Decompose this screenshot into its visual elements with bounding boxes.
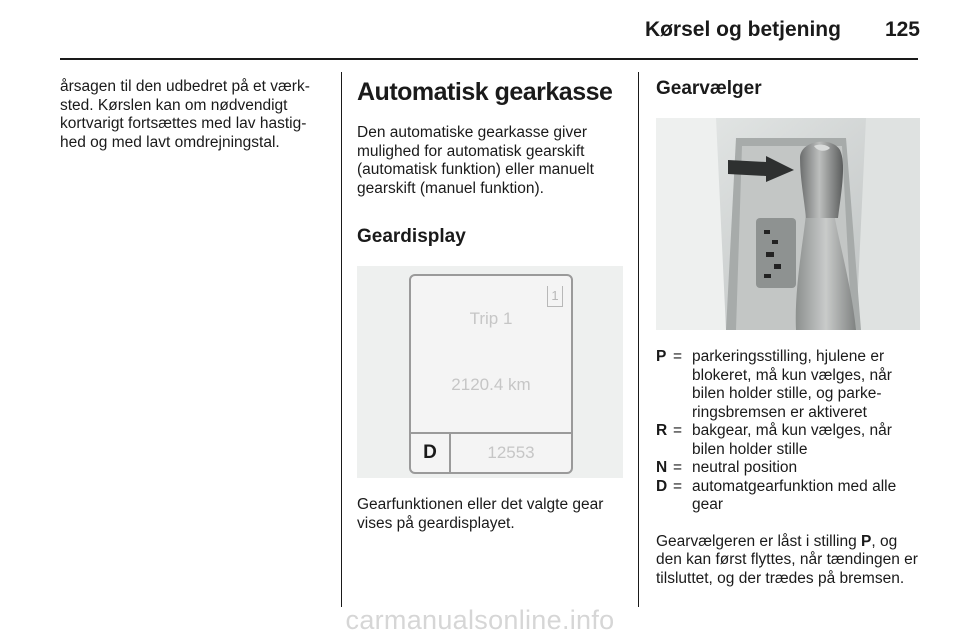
continued-paragraph: årsagen til den udbedret på et værk- sted. Kørslen kan om nødvendigt kortvarigt fortsættes med lav hastig- hed og med lavt omdrejningstal. bbox=[60, 78, 310, 151]
column-2 bbox=[357, 78, 625, 533]
gear-indicator: D bbox=[411, 434, 451, 472]
geardisplay-heading: Geardisplay bbox=[357, 226, 466, 247]
page-header bbox=[645, 18, 920, 42]
lock-note-start: Gearvælgeren er låst i stilling bbox=[656, 532, 862, 550]
definition-separator: = bbox=[673, 348, 683, 365]
definition-separator: = bbox=[673, 422, 683, 439]
definition-text: parkeringsstilling, hjulene er blokeret, må kun vælges, når bilen holder stille, og parke- ringsbremsen er aktiveret bbox=[692, 348, 892, 421]
header-rule bbox=[60, 58, 918, 60]
definition-key: N bbox=[656, 459, 668, 476]
definition-text: neutral position bbox=[692, 459, 798, 476]
trip-label: Trip 1 bbox=[469, 309, 513, 328]
definition-key: D bbox=[656, 477, 668, 495]
geardisplay-figure bbox=[357, 266, 623, 478]
section-heading: Automatisk gearkasse bbox=[357, 78, 613, 106]
lock-note-end: , og den kan først flyttes, når tændingen er tilsluttet, og der trædes på bremsen. bbox=[656, 532, 918, 587]
display-bottom-row bbox=[411, 432, 571, 472]
definition-row bbox=[656, 459, 921, 478]
column-3 bbox=[656, 78, 921, 588]
column-divider-2 bbox=[638, 72, 639, 607]
definition-row bbox=[656, 348, 921, 422]
intro-paragraph: Den automatiske gearkasse giver mulighed for automatisk gearskift (automatisk funktion) eller manuelt gearskift (manuel funktion). bbox=[357, 124, 594, 197]
definition-row bbox=[656, 422, 921, 459]
definition-separator: = bbox=[673, 459, 683, 476]
lock-note-position: P bbox=[861, 532, 872, 550]
page-number: 125 bbox=[884, 18, 920, 41]
gear-selector-photo bbox=[656, 118, 920, 330]
section-title: Kørsel og betjening bbox=[644, 18, 841, 41]
definition-key: P bbox=[656, 348, 667, 365]
watermark: carmanualsonline.info bbox=[345, 605, 615, 635]
geardisplay-caption: Gearfunktionen eller det valgte gear vises på geardisplayet. bbox=[357, 496, 604, 532]
odometer-value: 12553 bbox=[487, 442, 535, 462]
gear-definitions bbox=[656, 348, 921, 515]
definition-key: R bbox=[656, 422, 668, 439]
gearselector-heading: Gearvælger bbox=[656, 78, 762, 99]
definition-text: bakgear, må kun vælges, når bilen holder stille bbox=[692, 422, 892, 458]
column-1 bbox=[60, 78, 328, 152]
definition-separator: = bbox=[673, 477, 683, 495]
geardisplay-screen bbox=[409, 274, 573, 474]
definition-text: automatgearfunktion med alle gear bbox=[692, 477, 897, 513]
lock-note bbox=[656, 533, 921, 589]
definition-row bbox=[656, 478, 921, 515]
trip-icon: 1 bbox=[547, 286, 563, 307]
trip-distance: 2120.4 km bbox=[451, 375, 531, 394]
column-divider-1 bbox=[341, 72, 342, 607]
